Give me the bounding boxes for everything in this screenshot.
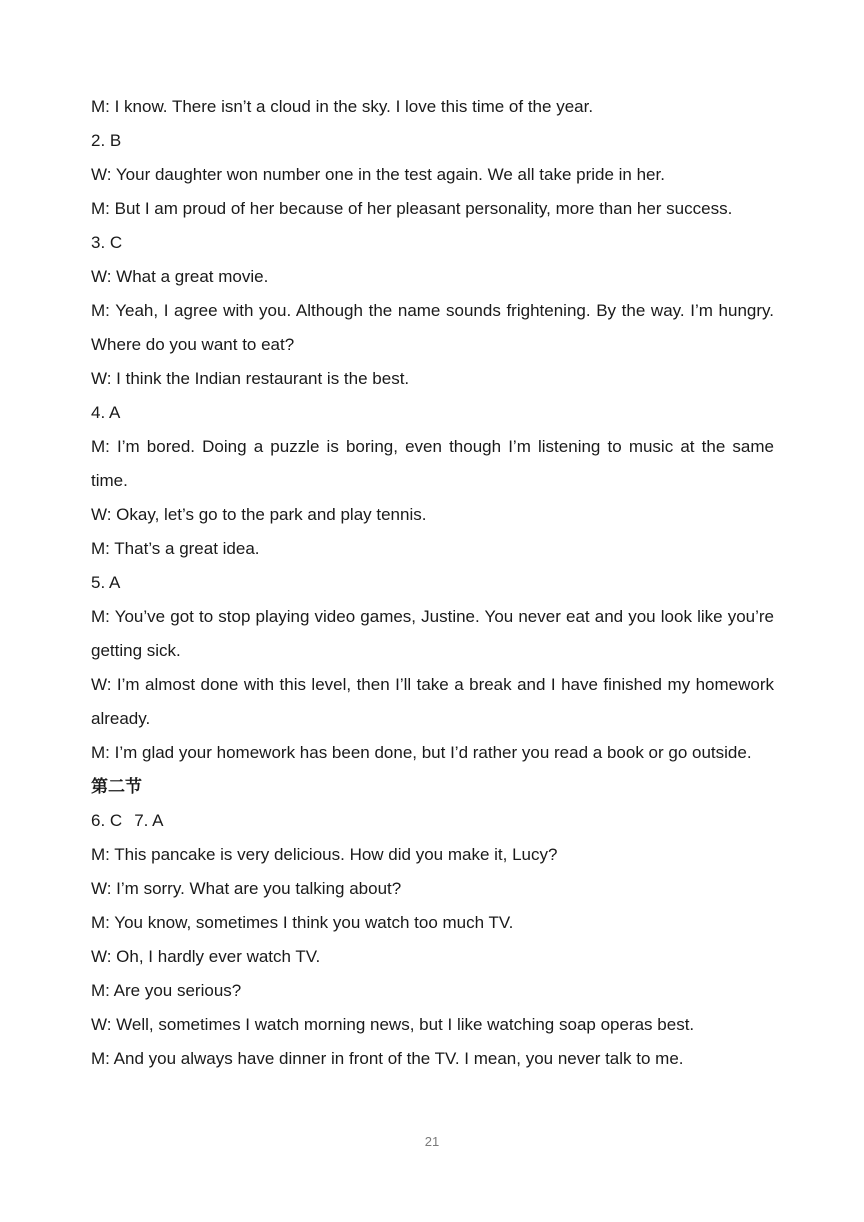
section-heading: 第二节 <box>91 777 142 797</box>
dialogue-line: M: And you always have dinner in front of the TV. I mean, you never talk to me. <box>91 1049 684 1068</box>
dialogue-line: M: You know, sometimes I think you watch too much TV. <box>91 913 514 932</box>
answer-key: 6. C <box>91 811 123 830</box>
dialogue-line: W: I think the Indian restaurant is the best. <box>91 369 410 388</box>
answer-key: 4. A <box>91 403 121 422</box>
answer-key: 3. C <box>91 233 123 252</box>
dialogue-line: M: That’s a great idea. <box>91 539 260 558</box>
page-number: 21 <box>424 1134 440 1149</box>
dialogue-line: W: What a great movie. <box>91 267 269 286</box>
dialogue-line: W: Your daughter won number one in the test again. We all take pride in her. <box>91 165 665 184</box>
answer-key: 2. B <box>91 131 122 150</box>
dialogue-line: M: You’ve got to stop playing video games, Justine. You never eat and you look like you’re getting sick. <box>91 607 774 660</box>
answer-key: 7. A <box>134 811 164 830</box>
transcript-body <box>91 90 774 1076</box>
dialogue-line: M: Are you serious? <box>91 981 242 1000</box>
answer-key-row <box>91 804 774 838</box>
dialogue-line: M: I’m glad your homework has been done, but I’d rather you read a book or go outside. <box>91 743 752 762</box>
dialogue-line: M: This pancake is very delicious. How did you make it, Lucy? <box>91 845 558 864</box>
dialogue-line: W: I’m almost done with this level, then I’ll take a break and I have finished my homework already. <box>91 675 774 728</box>
dialogue-line: W: Okay, let’s go to the park and play tennis. <box>91 505 427 524</box>
dialogue-line: M: Yeah, I agree with you. Although the name sounds frightening. By the way. I’m hungry. Where do you want to eat? <box>91 301 774 354</box>
dialogue-line: M: I know. There isn’t a cloud in the sky. I love this time of the year. <box>91 97 594 116</box>
dialogue-line: W: Oh, I hardly ever watch TV. <box>91 947 321 966</box>
dialogue-line: M: But I am proud of her because of her pleasant personality, more than her success. <box>91 199 733 218</box>
answer-key: 5. A <box>91 573 121 592</box>
dialogue-line: W: I’m sorry. What are you talking about? <box>91 879 402 898</box>
dialogue-line: M: I’m bored. Doing a puzzle is boring, even though I’m listening to music at the same time. <box>91 437 774 490</box>
dialogue-line: W: Well, sometimes I watch morning news, but I like watching soap operas best. <box>91 1015 695 1034</box>
